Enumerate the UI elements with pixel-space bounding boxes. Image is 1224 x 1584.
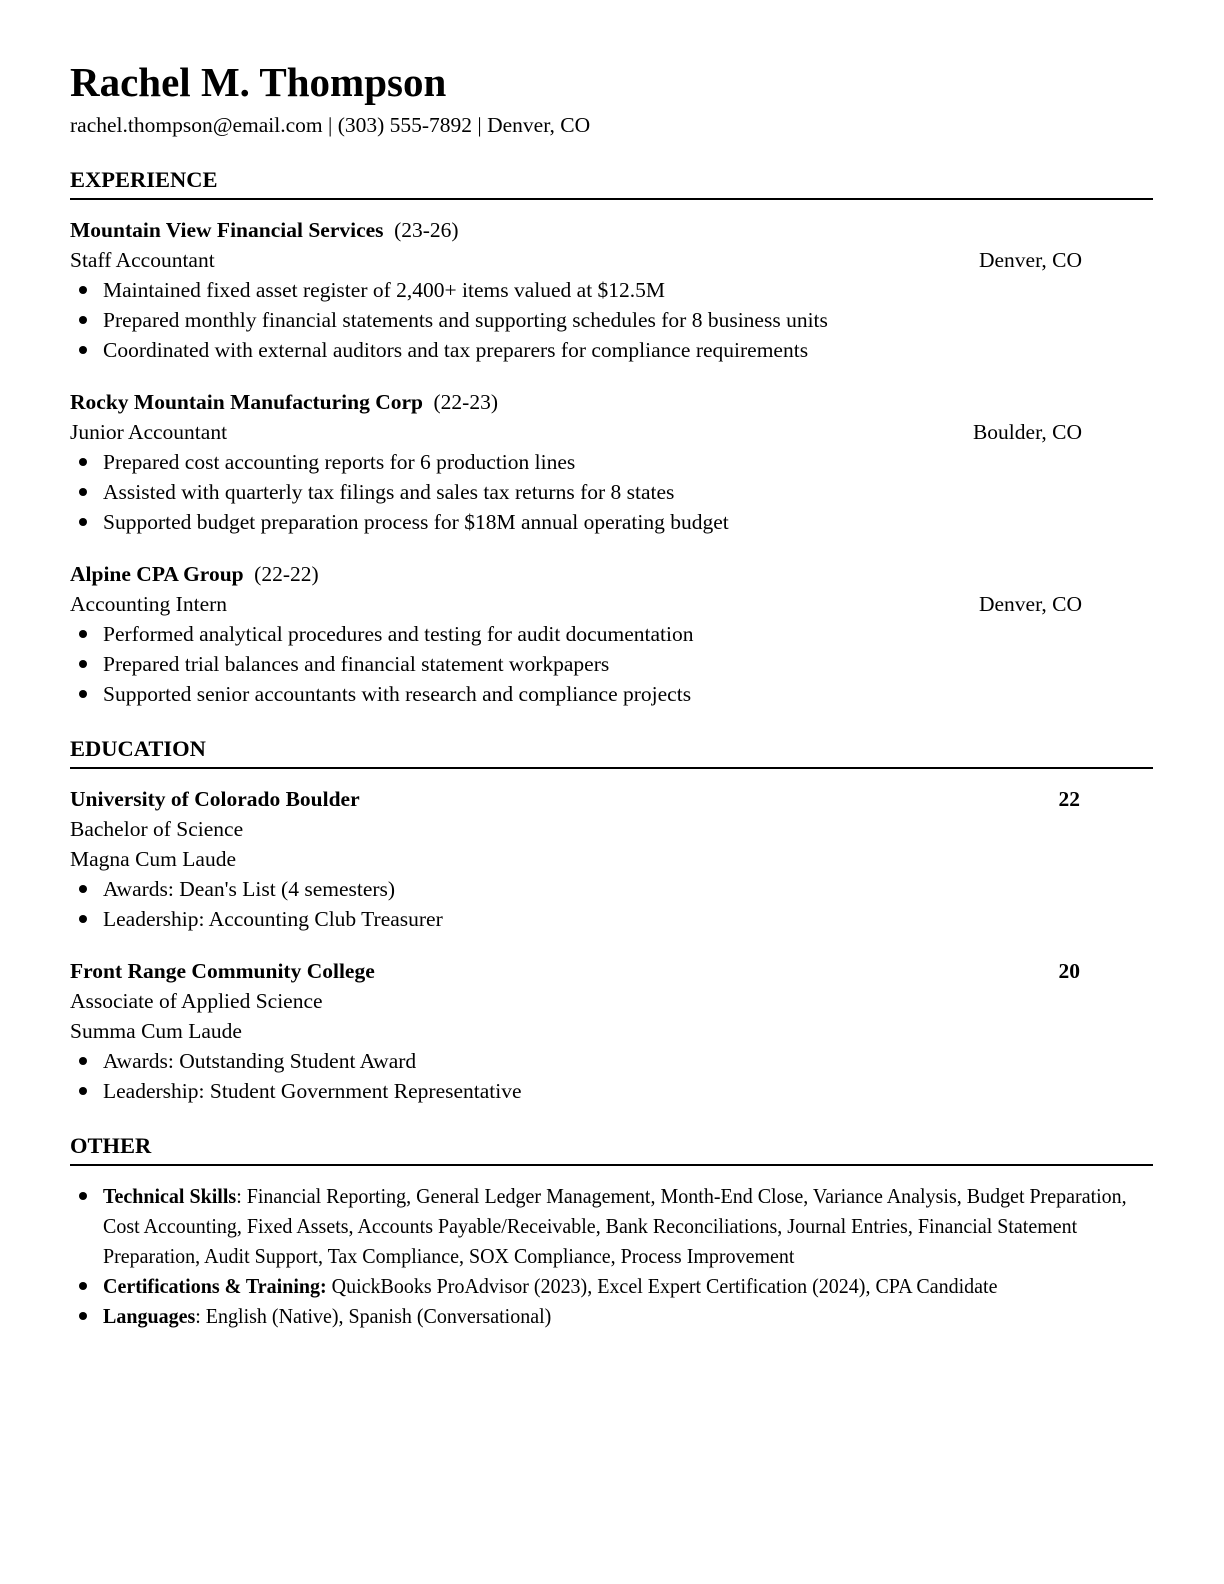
job-title-line: [70, 559, 1153, 589]
bullet-item: Leadership: Student Government Representative: [70, 1076, 1153, 1106]
bullet-item: Awards: Outstanding Student Award: [70, 1046, 1153, 1076]
job-dates: (22-22): [254, 562, 319, 586]
other-item-label: Technical Skills: [103, 1184, 237, 1208]
graduation-year: 20: [1058, 959, 1080, 983]
job-bullet-list: [70, 447, 1153, 537]
job-location: Denver, CO: [978, 248, 1082, 272]
school-title-line: [70, 784, 1153, 814]
person-name: Rachel M. Thompson: [70, 59, 447, 105]
bullet-item: Maintained fixed asset register of 2,400+ items valued at $12.5M: [70, 275, 1153, 305]
graduation-year: 22: [1058, 787, 1080, 811]
school-bullet-list: [70, 874, 1153, 934]
bullet-item: Assisted with quarterly tax filings and sales tax returns for 8 states: [70, 477, 1153, 507]
school-bullet-list: [70, 1046, 1153, 1106]
job-role-line: [70, 417, 1153, 447]
job-role-line: [70, 245, 1153, 275]
job-entry: [70, 215, 1153, 365]
school-name: University of Colorado Boulder: [70, 787, 360, 811]
education-heading: EDUCATION: [70, 735, 1153, 769]
job-location: Denver, CO: [978, 592, 1082, 616]
degree: Bachelor of Science: [70, 817, 244, 841]
honors: Summa Cum Laude: [70, 1019, 242, 1043]
bullet-item: Awards: Dean's List (4 semesters): [70, 874, 1153, 904]
school-entry: [70, 956, 1153, 1106]
job-location: Boulder, CO: [972, 420, 1082, 444]
bullet-item: Coordinated with external auditors and tax preparers for compliance requirements: [70, 335, 1153, 365]
job-entry: [70, 387, 1153, 537]
job-title-line: [70, 215, 1153, 245]
company-name: Rocky Mountain Manufacturing Corp: [70, 390, 423, 414]
other-item-text: [103, 1271, 1153, 1301]
bullet-item: Performed analytical procedures and testing for audit documentation: [70, 619, 1153, 649]
degree: Associate of Applied Science: [70, 989, 323, 1013]
other-item-value: : Financial Reporting, General Ledger Management, Month-End Close, Variance Analysis, Budget Preparation, Cost Accounting, Fixed Assets, Accounts Payable/Receivable, Bank Reconciliations, Journal Entries, Financial Statement Preparation, Audit Support, Tax Compliance, SOX Compliance, Process Improvement: [103, 1184, 1127, 1268]
section-education: [70, 735, 1153, 1106]
contact-line: rachel.thompson@email.com | (303) 555-7892 | Denver, CO: [70, 113, 591, 137]
other-item-text: [103, 1301, 1153, 1331]
job-dates: (23-26): [394, 218, 459, 242]
school-entry: [70, 784, 1153, 934]
job-bullet-list: [70, 619, 1153, 709]
other-bullet-list: [70, 1181, 1153, 1331]
bullet-item: Supported senior accountants with research and compliance projects: [70, 679, 1153, 709]
bullet-item: Prepared trial balances and financial statement workpapers: [70, 649, 1153, 679]
bullet-item: Prepared monthly financial statements and supporting schedules for 8 business units: [70, 305, 1153, 335]
other-item-technical-skills: [70, 1181, 1153, 1271]
other-item-label: Languages: [103, 1304, 196, 1328]
job-dates: (22-23): [433, 390, 498, 414]
bullet-item: Leadership: Accounting Club Treasurer: [70, 904, 1153, 934]
bullet-item: Supported budget preparation process for $18M annual operating budget: [70, 507, 1153, 537]
job-title-line: [70, 387, 1153, 417]
company-name: Mountain View Financial Services: [70, 218, 384, 242]
other-item-value: : English (Native), Spanish (Conversational): [195, 1304, 552, 1328]
other-item-text: [103, 1181, 1153, 1271]
job-role-line: [70, 589, 1153, 619]
other-heading: OTHER: [70, 1132, 1153, 1166]
other-item-value: QuickBooks ProAdvisor (2023), Excel Expert Certification (2024), CPA Candidate: [326, 1274, 998, 1298]
bullet-item: Prepared cost accounting reports for 6 production lines: [70, 447, 1153, 477]
school-name: Front Range Community College: [70, 959, 375, 983]
experience-heading: EXPERIENCE: [70, 166, 1153, 200]
job-bullet-list: [70, 275, 1153, 365]
company-name: Alpine CPA Group: [70, 562, 244, 586]
job-entry: [70, 559, 1153, 709]
honors: Magna Cum Laude: [70, 847, 236, 871]
section-other: [70, 1132, 1153, 1331]
other-item-certifications: [70, 1271, 1153, 1301]
other-item-label: Certifications & Training:: [103, 1274, 327, 1298]
job-role: Staff Accountant: [70, 248, 215, 272]
section-experience: [70, 166, 1153, 709]
school-title-line: [70, 956, 1153, 986]
other-item-languages: [70, 1301, 1153, 1331]
job-role: Accounting Intern: [70, 592, 228, 616]
job-role: Junior Accountant: [70, 420, 228, 444]
